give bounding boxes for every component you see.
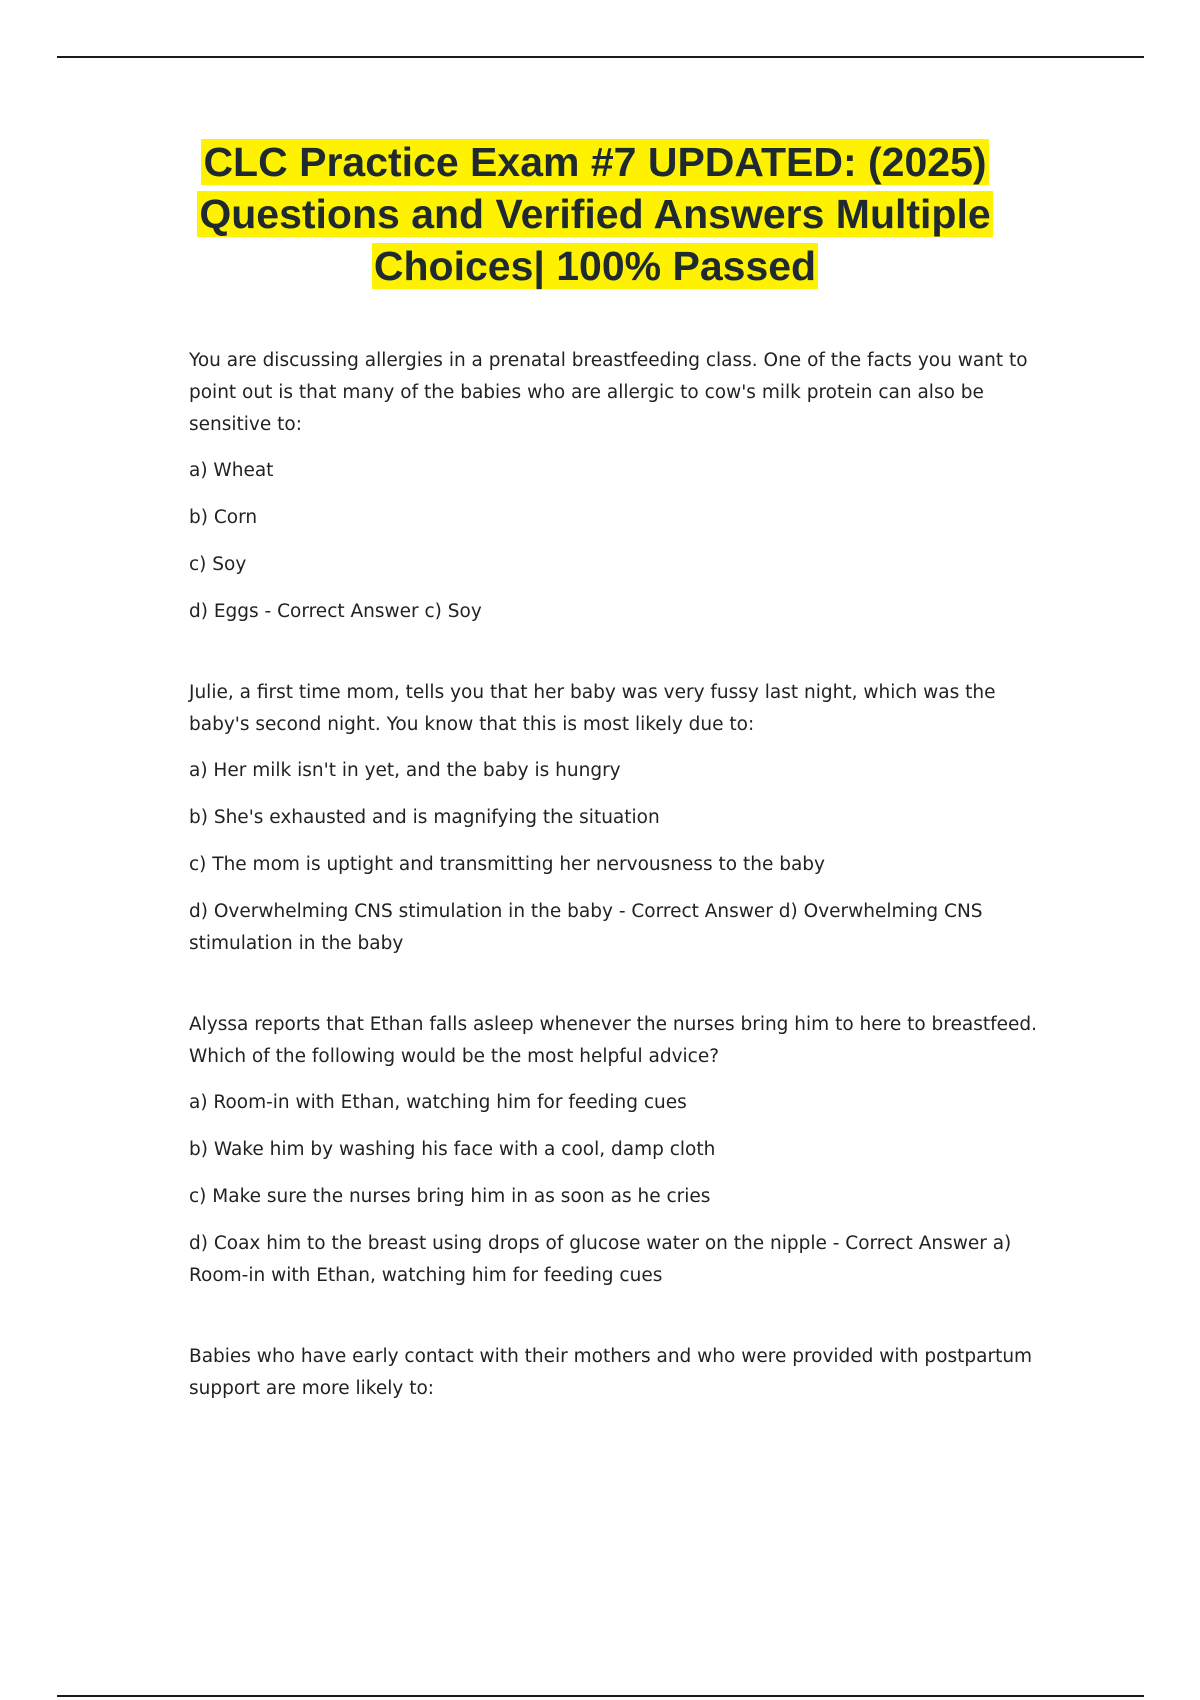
bottom-rule xyxy=(57,1695,1144,1697)
question-list xyxy=(189,345,1039,1419)
answer-option: a) Wheat xyxy=(189,460,274,481)
answer-option: c) Soy xyxy=(189,554,247,575)
answer-option: d) Coax him to the breast using drops of glucose water on the nipple - Correct Answer a) Room-in with Ethan, watching him for feeding cues xyxy=(189,1233,1012,1286)
document-title-text: CLC Practice Exam #7 UPDATED: (2025) Questions and Verified Answers Multiple Choices| 100% Passed xyxy=(199,139,991,289)
answer-option: b) Wake him by washing his face with a cool, damp cloth xyxy=(189,1139,716,1160)
document-title xyxy=(190,136,1000,292)
question-stem: Julie, a first time mom, tells you that her baby was very fussy last night, which was the baby's second night. You know that this is most likely due to: xyxy=(189,682,996,735)
question-item xyxy=(189,677,1039,960)
answer-option: d) Eggs - Correct Answer c) Soy xyxy=(189,601,482,622)
answer-option: b) Corn xyxy=(189,507,258,528)
question-item xyxy=(189,1009,1039,1292)
question-stem: You are discussing allergies in a prenatal breastfeeding class. One of the facts you want to point out is that many of the babies who are allergic to cow's milk protein can also be sensitive to: xyxy=(189,350,1028,435)
answer-option: a) Room-in with Ethan, watching him for feeding cues xyxy=(189,1092,687,1113)
top-rule xyxy=(57,56,1144,58)
answer-option: c) Make sure the nurses bring him in as soon as he cries xyxy=(189,1186,711,1207)
question-item xyxy=(189,345,1039,628)
question-stem: Alyssa reports that Ethan falls asleep whenever the nurses bring him to here to breastfeed. Which of the following would be the most helpful advice? xyxy=(189,1014,1038,1067)
question-item xyxy=(189,1341,1039,1405)
question-stem: Babies who have early contact with their mothers and who were provided with postpartum support are more likely to: xyxy=(189,1346,1033,1399)
answer-option: b) She's exhausted and is magnifying the situation xyxy=(189,807,660,828)
answer-option: c) The mom is uptight and transmitting her nervousness to the baby xyxy=(189,854,825,875)
answer-option: a) Her milk isn't in yet, and the baby is hungry xyxy=(189,760,621,781)
answer-option: d) Overwhelming CNS stimulation in the baby - Correct Answer d) Overwhelming CNS stimulation in the baby xyxy=(189,901,983,954)
